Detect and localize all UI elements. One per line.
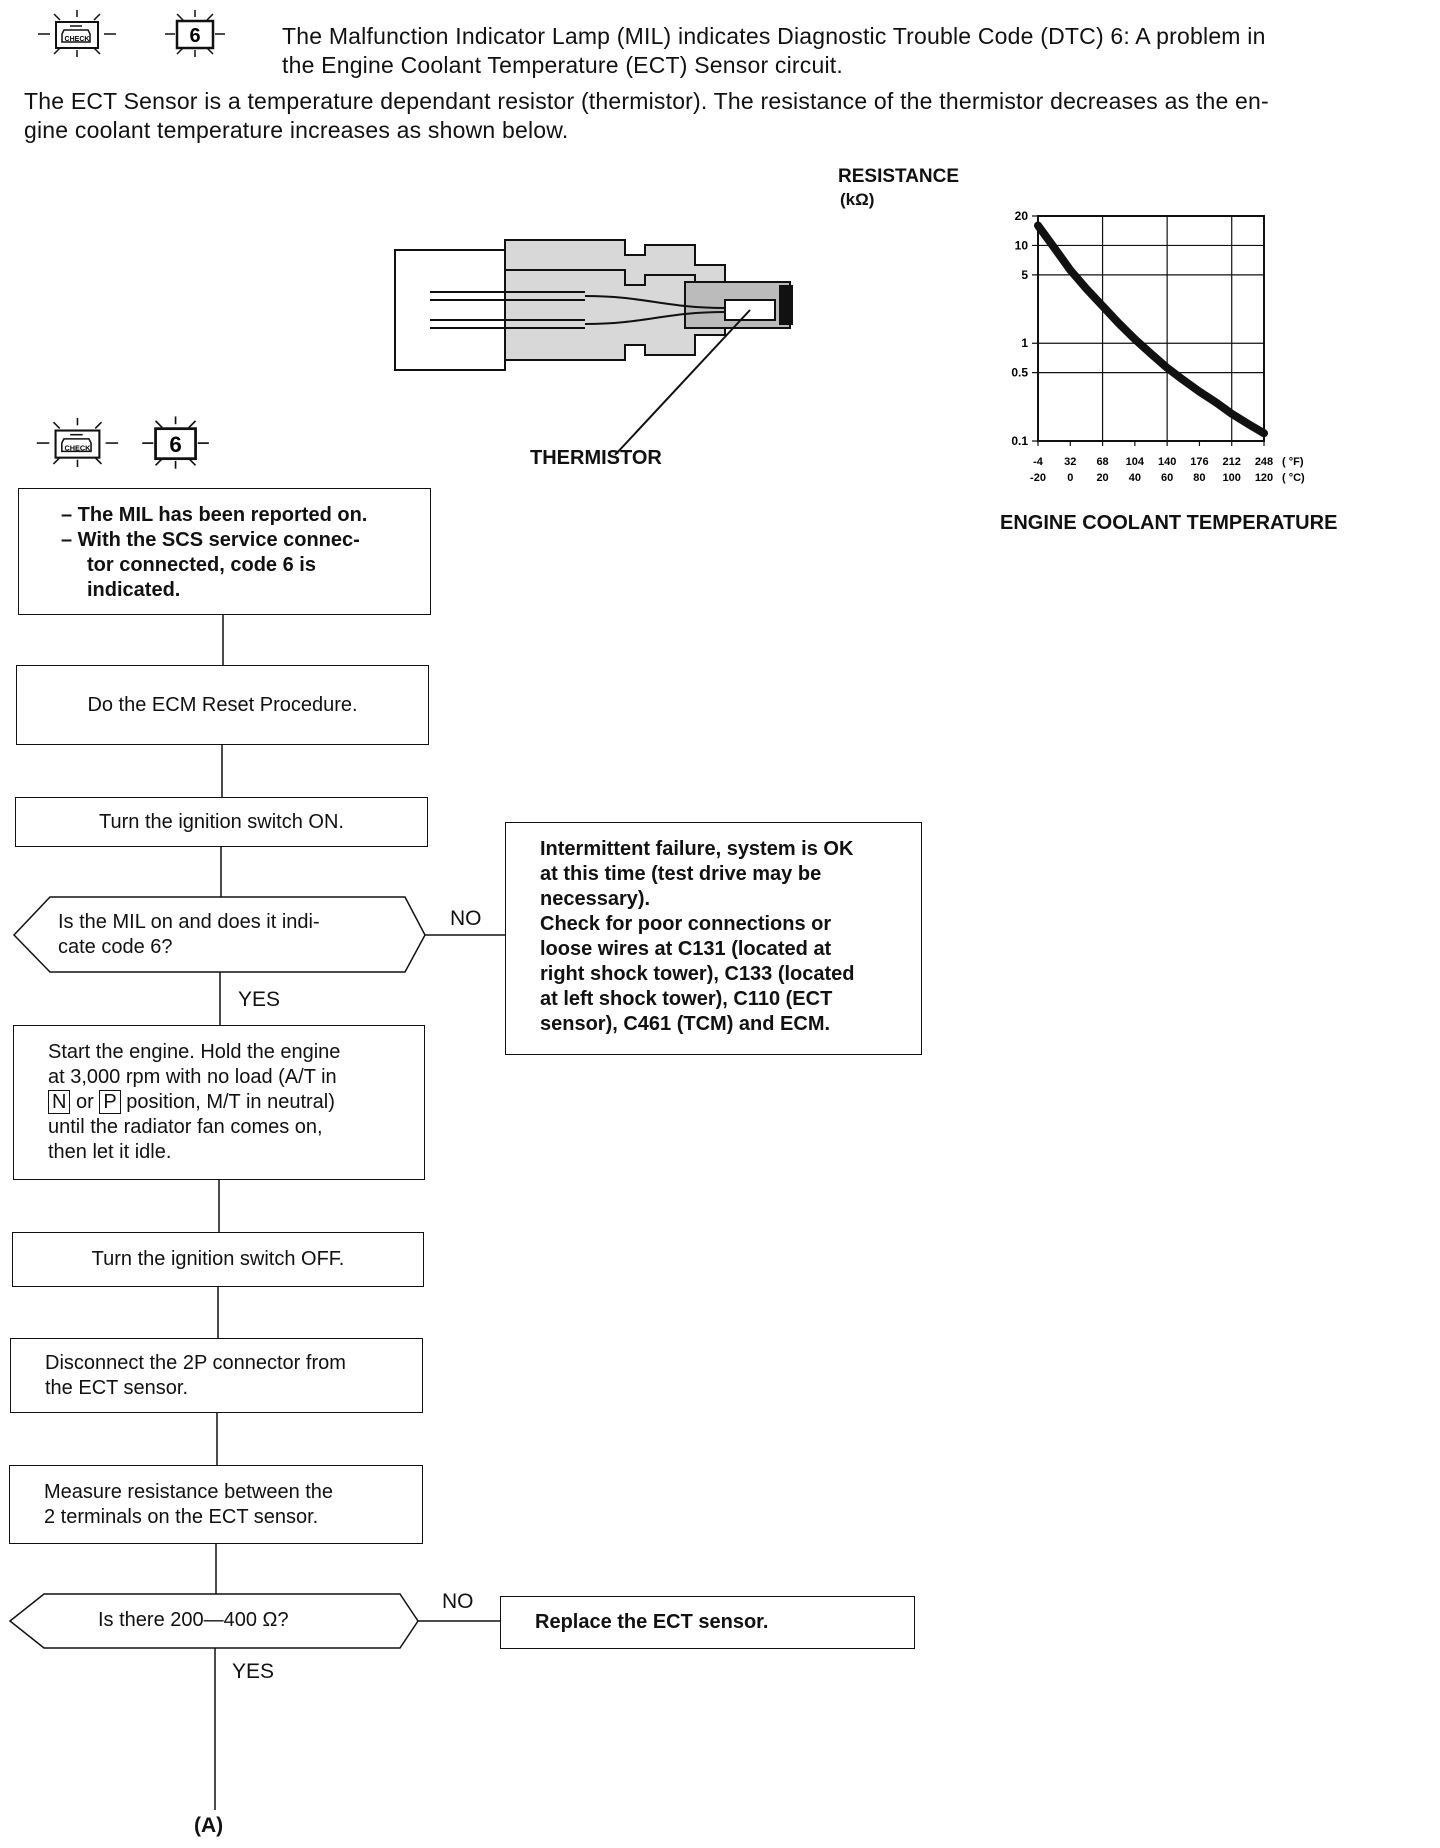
code-6-icon-flow <box>140 412 240 472</box>
replace-ect-sensor-box <box>500 1596 915 1649</box>
step4-line-4: until the radiator fan comes on, <box>48 1116 323 1138</box>
step-ignition-off <box>12 1232 424 1287</box>
step2-text: Do the ECM Reset Procedure. <box>87 693 358 716</box>
step4-line-3-rest: position, M/T in neutral) <box>126 1091 335 1113</box>
step-ecm-reset <box>16 665 429 745</box>
chart-x-title: ENGINE COOLANT TEMPERATURE <box>1000 512 1338 534</box>
chart-x-unit-c: ( °C) <box>1282 472 1305 484</box>
chart-y-tick-label: 20 <box>1014 209 1028 223</box>
chart-x-tick-label-f: 248 <box>1254 456 1274 468</box>
decision-1-yes-label: YES <box>238 988 281 1011</box>
decision-2-text: Is there 200—400 Ω? <box>98 1609 289 1631</box>
chart-x-tick-label-c: 20 <box>1096 472 1109 484</box>
step6-line-2: the ECT sensor. <box>45 1377 189 1399</box>
step4-or: or <box>76 1091 94 1113</box>
step-ignition-on <box>15 797 428 847</box>
description-line-2: gine coolant temperature increases as shown below. <box>24 117 569 143</box>
step7-line-1: Measure resistance between the <box>44 1481 334 1503</box>
decision1-line-1: Is the MIL on and does it indi- <box>58 911 320 933</box>
chart-x-tick-label-f: 68 <box>1096 456 1109 468</box>
decision1-line-2: cate code 6? <box>58 936 173 958</box>
chart-x-tick-label-f: 176 <box>1190 456 1209 468</box>
intermittent-line-6: right shock tower), C133 (located <box>540 963 855 985</box>
step3-text: Turn the ignition switch ON. <box>99 810 344 833</box>
gear-p-key: P <box>99 1090 120 1114</box>
step-mil-reported <box>18 488 431 615</box>
description-line-1: The ECT Sensor is a temperature dependant resistor (thermistor). The resistance of the thermistor decreases as the en- <box>24 88 1269 114</box>
intermittent-line-3: necessary). <box>540 888 651 910</box>
intermittent-line-2: at this time (test drive may be <box>540 863 822 885</box>
chart-x-tick-label-c: 80 <box>1193 472 1206 484</box>
intermittent-line-5: loose wires at C131 (located at <box>540 938 832 960</box>
chart-y-tick-label: 1 <box>1021 336 1028 351</box>
step1-line-1: – The MIL has been reported on. <box>61 504 368 526</box>
chart-y-title-1: RESISTANCE <box>838 166 960 187</box>
step-disconnect-2p <box>10 1338 423 1413</box>
chart-x-tick-label-f: -4 <box>1033 456 1043 468</box>
header-line-1: The Malfunction Indicator Lamp (MIL) indicates Diagnostic Trouble Code (DTC) 6: A problem in <box>282 23 1266 49</box>
gear-n-key: N <box>48 1090 70 1114</box>
decision-2-no-label: NO <box>442 1590 474 1613</box>
step7-line-2: 2 terminals on the ECT sensor. <box>44 1506 319 1528</box>
step5-text: Turn the ignition switch OFF. <box>91 1248 345 1270</box>
chart-y-tick-label: 5 <box>1021 267 1028 282</box>
step4-line-5: then let it idle. <box>48 1141 172 1163</box>
step6-line-1: Disconnect the 2P connector from <box>45 1352 346 1374</box>
chart-x-tick-label-f: 140 <box>1157 456 1177 468</box>
step4-line-2: at 3,000 rpm with no load (A/T in <box>48 1066 337 1088</box>
step1-line-3: tor connected, code 6 is <box>87 554 316 576</box>
continue-marker: (A) <box>194 1814 224 1837</box>
step4-line-3 <box>48 1090 414 1115</box>
chart-x-tick-label-c: -20 <box>1030 472 1046 484</box>
header-line-2: the Engine Coolant Temperature (ECT) Sensor circuit. <box>282 52 843 78</box>
svg-text:6: 6 <box>169 432 182 457</box>
svg-text:6: 6 <box>189 25 201 47</box>
step4-line-1: Start the engine. Hold the engine <box>48 1041 341 1063</box>
intermittent-line-1: Intermittent failure, system is OK <box>540 838 854 860</box>
svg-text:CHECK: CHECK <box>64 36 90 43</box>
intermittent-line-4: Check for poor connections or <box>540 913 832 935</box>
chart-y-tick-label: 10 <box>1014 238 1028 253</box>
decision-1-no-label: NO <box>450 907 482 930</box>
intermittent-line-7: at left shock tower), C110 (ECT <box>540 988 833 1010</box>
intermittent-failure-box <box>505 822 922 1055</box>
chart-x-tick-label-c: 60 <box>1161 472 1174 484</box>
intermittent-line-8: sensor), C461 (TCM) and ECM. <box>540 1013 831 1035</box>
chart-x-tick-label-c: 40 <box>1128 472 1141 484</box>
step1-line-2: – With the SCS service connec- <box>61 529 360 551</box>
step-start-engine <box>13 1025 425 1180</box>
mil-check-icon-flow <box>18 412 138 472</box>
thermistor-label: THERMISTOR <box>530 447 662 469</box>
chart-y-tick-label: 0.1 <box>1011 434 1028 448</box>
chart-x-tick-label-c: 0 <box>1067 472 1074 484</box>
chart-x-tick-label-c: 100 <box>1222 472 1241 484</box>
decision-1-text <box>58 910 320 960</box>
chart-x-unit-f: ( °F) <box>1282 456 1304 468</box>
replace-text: Replace the ECT sensor. <box>535 1611 769 1633</box>
chart-x-tick-label-c: 120 <box>1254 472 1274 484</box>
step-measure-resistance <box>9 1465 423 1544</box>
decision-2-yes-label: YES <box>232 1660 275 1683</box>
chart-x-tick-label-f: 104 <box>1125 456 1145 468</box>
svg-text:CHECK: CHECK <box>64 443 91 453</box>
chart-x-tick-label-f: 212 <box>1222 456 1241 468</box>
step1-line-4: indicated. <box>87 579 181 601</box>
chart-y-tick-label: 0.5 <box>1011 365 1028 380</box>
chart-x-tick-label-f: 32 <box>1064 456 1077 468</box>
chart-y-title-2: (kΩ) <box>840 190 875 209</box>
